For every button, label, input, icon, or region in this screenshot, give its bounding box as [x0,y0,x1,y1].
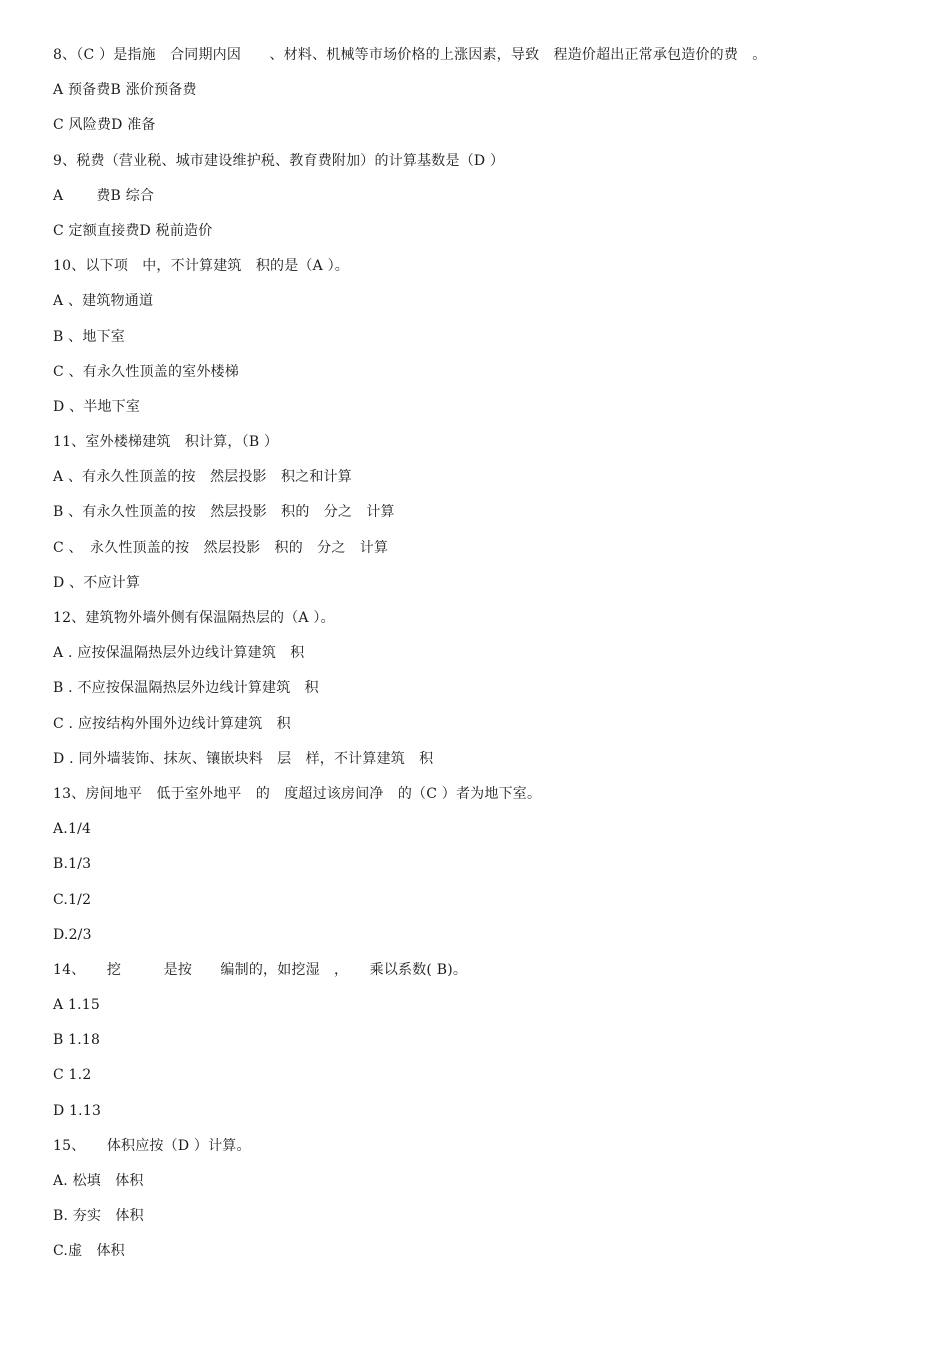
option-line: C.1/2 [53,891,92,908]
option-line: B.1/3 [53,856,92,873]
option-line: D . 同外墙装饰、抹灰、镶嵌块料 层 样，不计算建筑 积 [53,750,434,767]
option-line: A 、有永久性顶盖的按 然层投影 积之和计算 [53,469,352,486]
option-line: B 、地下室 [53,328,125,345]
option-line: B 、有永久性顶盖的按 然层投影 积的 分之 计算 [53,504,395,521]
option-line: C 定额直接费D 税前造价 [53,222,213,239]
option-line: B. 夯实 体积 [53,1208,144,1225]
question-13: 13、房间地平 低于室外地平 的 度超过该房间净 的（C ）者为地下室。 [53,785,542,802]
question-list [53,44,913,1276]
option-line: D 、不应计算 [53,574,141,591]
option-line: C 、有永久性顶盖的室外楼梯 [53,363,239,380]
option-line: A. 松填 体积 [53,1173,144,1189]
option-line: C.虚 体积 [53,1243,125,1260]
option-line: D 1.13 [53,1102,102,1119]
question-10: 10、以下项 中，不计算建筑 积的是（A ）。 [53,258,349,275]
option-line: A . 应按保温隔热层外边线计算建筑 积 [53,645,305,662]
option-line: D 、半地下室 [53,398,141,415]
question-15: 15、 体积应按（D ）计算。 [53,1137,251,1154]
option-line: B 1.18 [53,1032,101,1049]
option-line: C 1.2 [53,1067,92,1084]
question-14: 14、 挖 是按 编制的，如挖湿 ， 乘以系数( B)。 [53,961,468,978]
option-line: A.1/4 [53,821,92,838]
option-line: A 、建筑物通道 [53,293,154,310]
option-line: C 风险费D 准备 [53,117,156,134]
option-line: C 、 永久性顶盖的按 然层投影 积的 分之 计算 [53,539,389,556]
option-line: B . 不应按保温隔热层外边线计算建筑 积 [53,680,319,697]
question-11: 11、室外楼梯建筑 积计算，（B ） [53,434,279,451]
option-line: A 费B 综合 [53,187,155,204]
option-line: C . 应按结构外围外边线计算建筑 积 [53,715,291,732]
question-9: 9、税费（营业税、城市建设维护税、教育费附加）的计算基数是（D ） [53,152,505,169]
option-line: A 预备费B 涨价预备费 [53,82,197,99]
question-12: 12、建筑物外墙外侧有保温隔热层的（A ）。 [53,610,335,626]
option-line: D.2/3 [53,926,92,943]
option-line: A 1.15 [53,997,100,1014]
question-8: 8、（C ）是指施 合同期内因 、材料、机械等市场价格的上涨因素，导致 程造价超出正常承包造价的费 。 [53,47,767,63]
